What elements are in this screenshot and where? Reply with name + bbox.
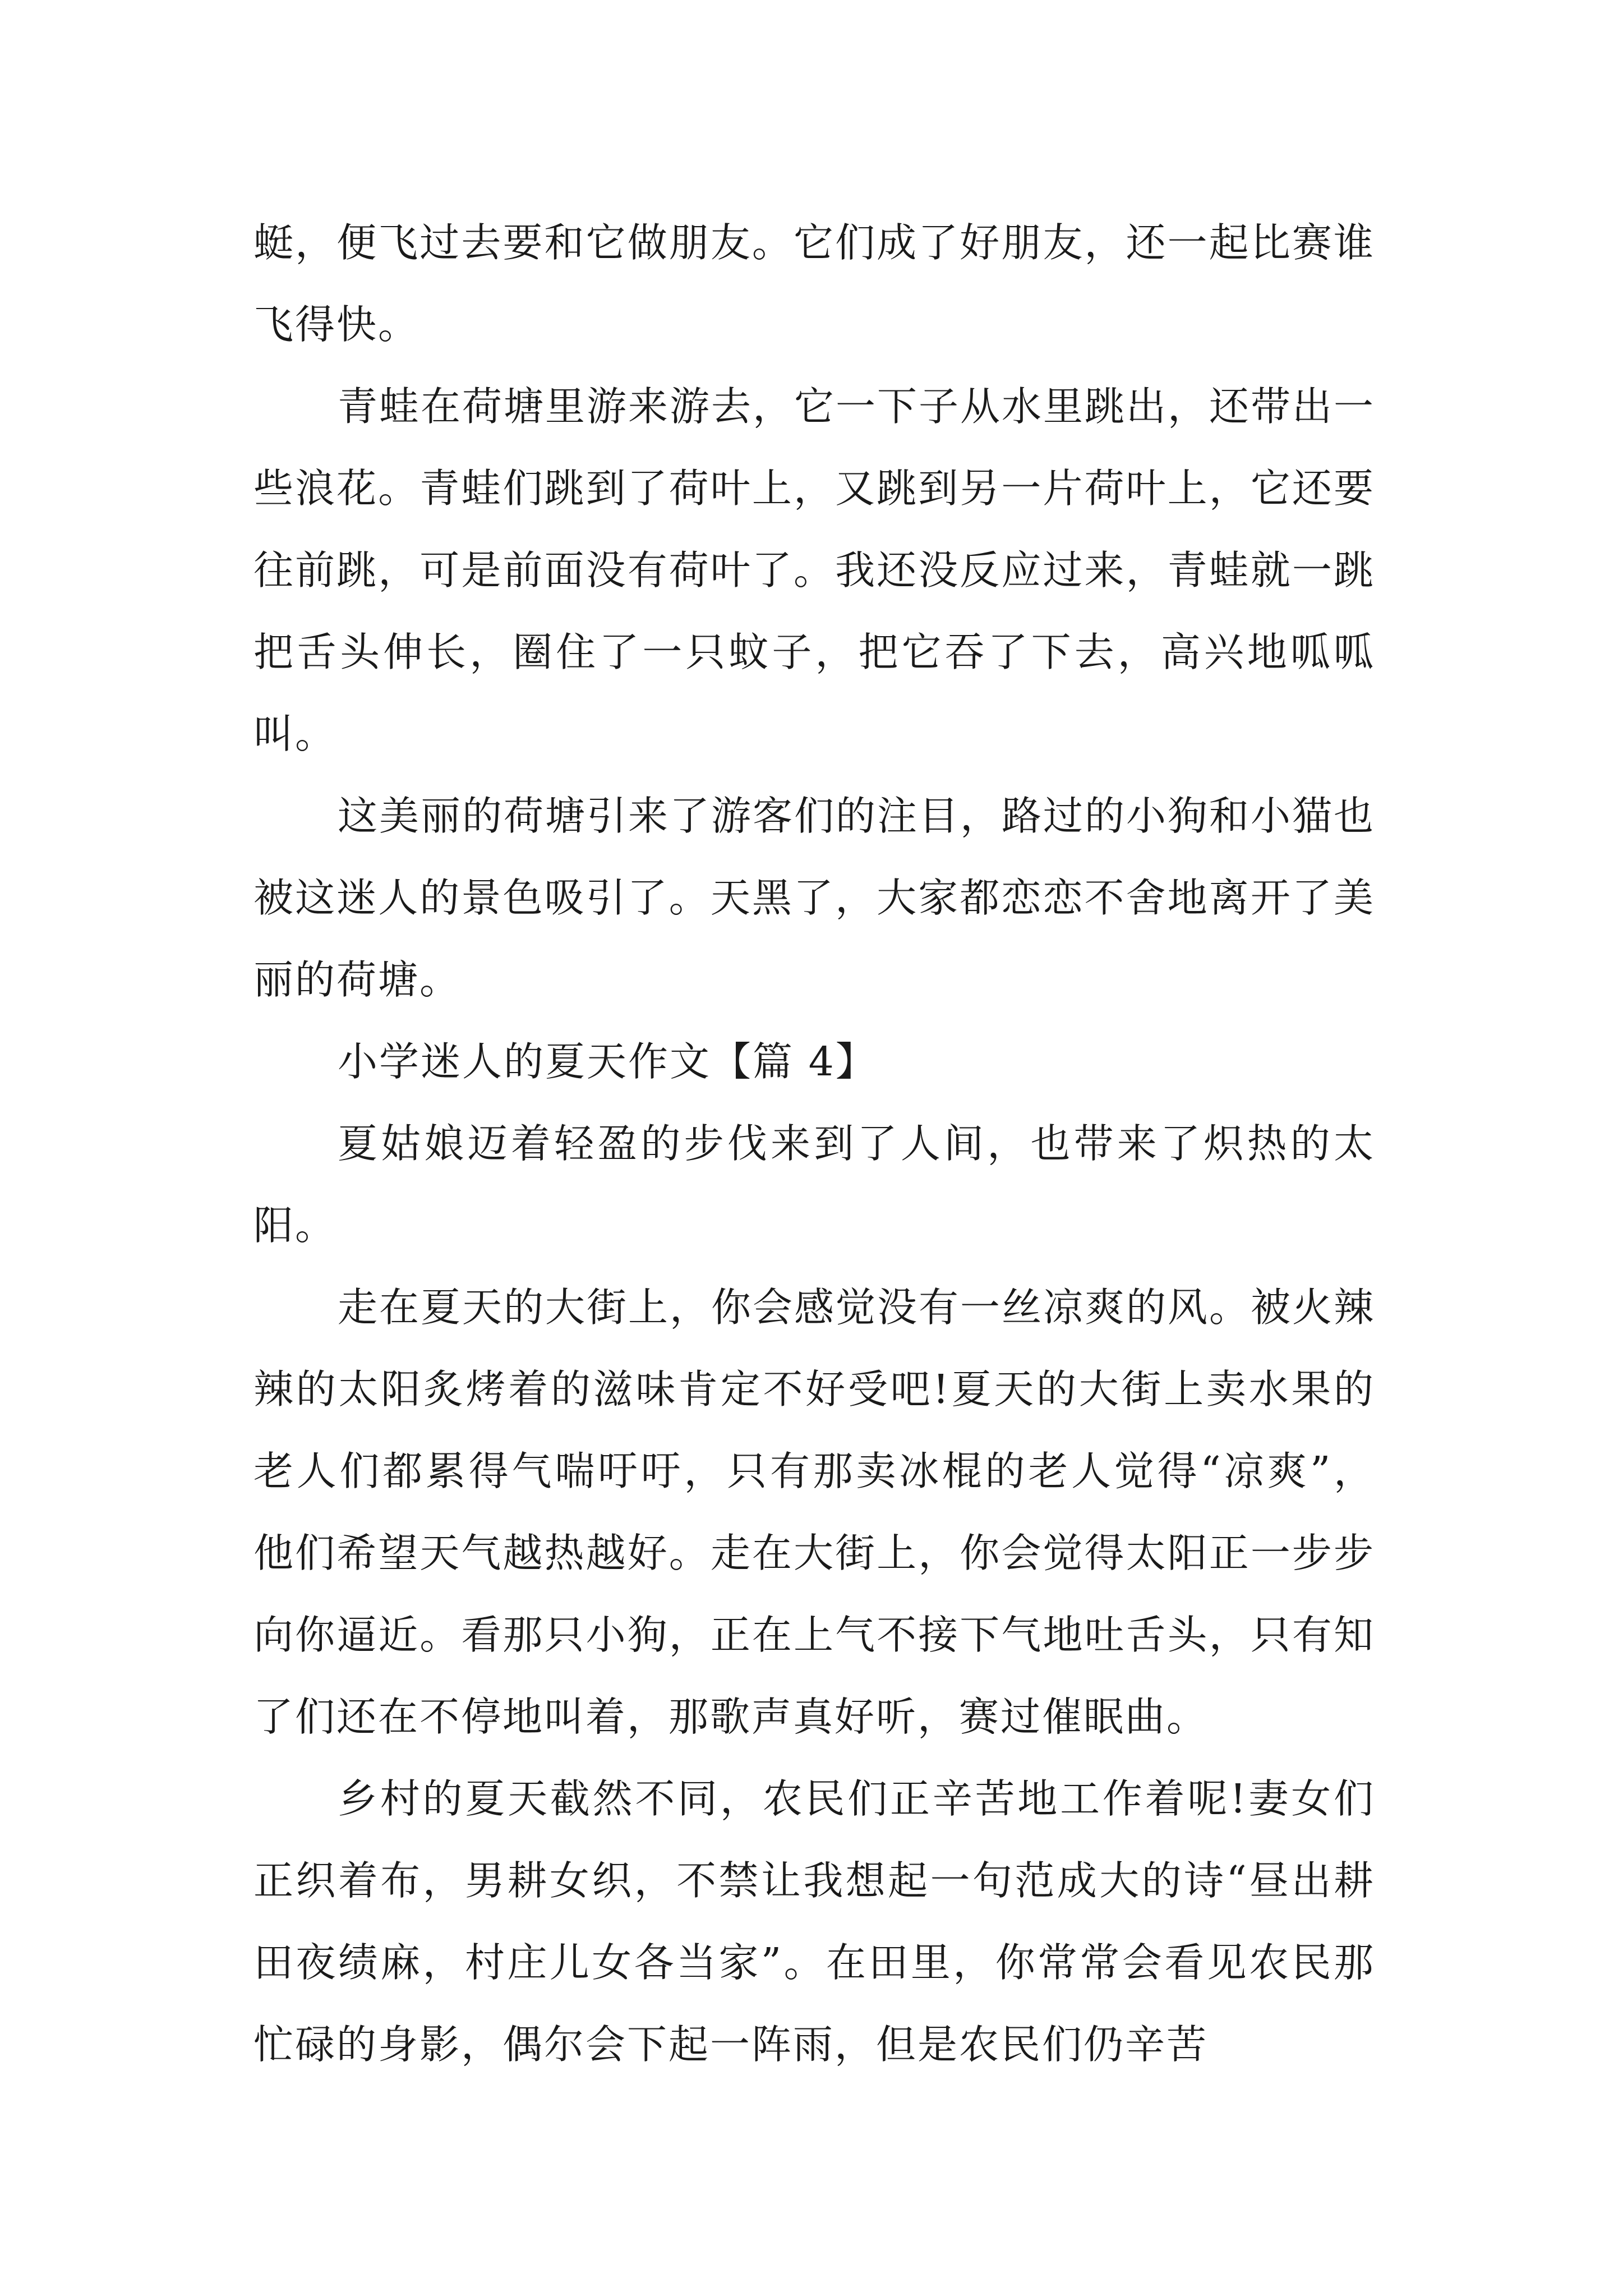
paragraph-frog: 青蛙在荷塘里游来游去，它一下子从水里跳出，还带出一些浪花。青蛙们跳到了荷叶上，又跳到另一片荷叶上，它还要往前跳，可是前面没有荷叶了。我还没反应过来，青蛙就一跳把舌头伸长，圈住了一只蚊子，把它吞了下去，高兴地呱呱叫。 bbox=[253, 383, 1376, 757]
paragraph-city-summer: 走在夏天的大街上，你会感觉没有一丝凉爽的风。被火辣辣的太阳炙烤着的滋味肯定不好受吧!夏天的大街上卖水果的老人们都累得气喘吁吁，只有那卖冰棍的老人觉得“凉爽”，他们希望天气越热越好。走在大街上，你会觉得太阳正一步步向你逼近。看那只小狗，正在上气不接下气地吐舌头，只有知了们还在不停地叫着，那歌声真好听，赛过催眠曲。 bbox=[253, 1284, 1376, 1740]
paragraph-village-summer: 乡村的夏天截然不同，农民们正辛苦地工作着呢!妻女们正织着布，男耕女织，不禁让我想起一句范成大的诗“昼出耕田夜绩麻，村庄儿女各当家”。在田里，你常常会看见农民那忙碌的身影，偶尔会下起一阵雨，但是农民们仍辛苦 bbox=[253, 1775, 1375, 2068]
section-heading: 小学迷人的夏天作文【篇 4】 bbox=[338, 1038, 877, 1085]
essay-body bbox=[253, 202, 1375, 2086]
paragraph-continued: 蜓，便飞过去要和它做朋友。它们成了好朋友，还一起比赛谁飞得快。 bbox=[253, 219, 1375, 348]
paragraph-summer-arrives: 夏姑娘迈着轻盈的步伐来到了人间，也带来了炽热的太阳。 bbox=[253, 1120, 1375, 1249]
paragraph-pond-visitors: 这美丽的荷塘引来了游客们的注目，路过的小狗和小猫也被这迷人的景色吸引了。天黑了，大家都恋恋不舍地离开了美丽的荷塘。 bbox=[253, 793, 1376, 1003]
